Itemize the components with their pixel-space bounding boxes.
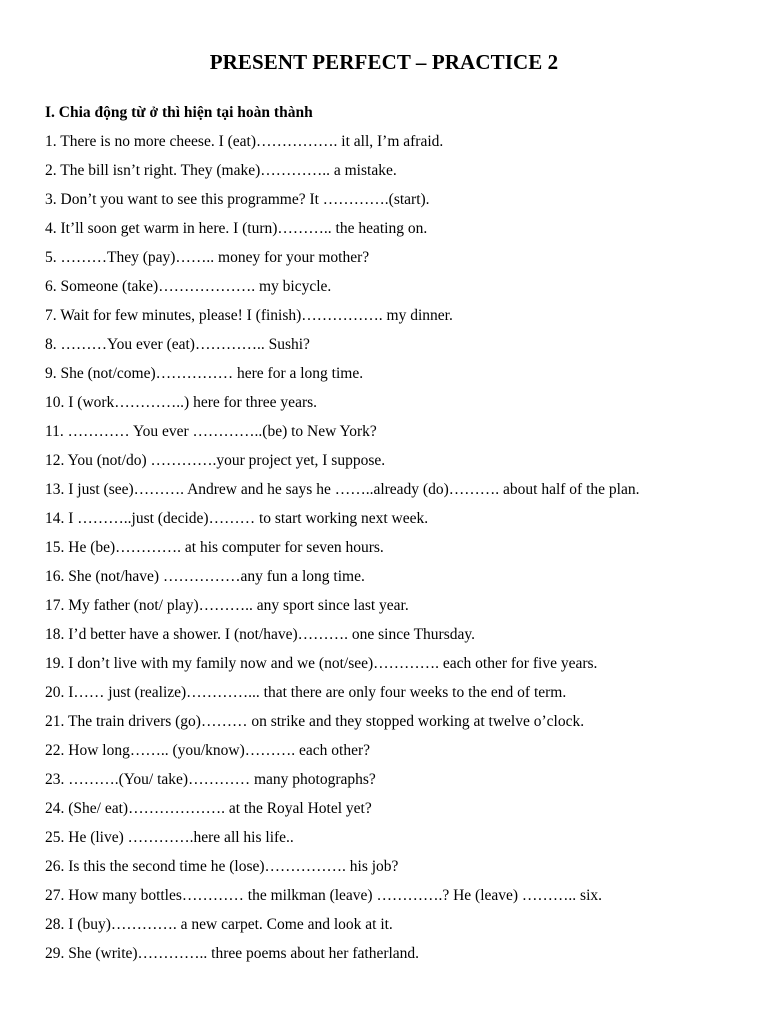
- exercise-item: 8. ………You ever (eat)………….. Sushi?: [45, 336, 310, 353]
- exercise-item: 27. How many bottles………… the milkman (leave) ………….? He (leave) ……….. six.: [45, 887, 603, 904]
- exercise-item: 25. He (live) ………….here all his life..: [45, 829, 294, 846]
- exercise-item: 28. I (buy)…………. a new carpet. Come and look at it.: [45, 916, 393, 933]
- exercise-item: 1. There is no more cheese. I (eat)……………. it all, I’m afraid.: [45, 133, 444, 150]
- exercise-item: 23. ……….(You/ take)………… many photographs?: [45, 771, 376, 788]
- exercise-item: 12. You (not/do) ………….your project yet, I suppose.: [45, 452, 386, 469]
- exercise-item: 9. She (not/come)…………… here for a long time.: [45, 365, 364, 382]
- exercise-item: 4. It’ll soon get warm in here. I (turn)……….. the heating on.: [45, 220, 428, 237]
- exercise-item: 17. My father (not/ play)……….. any sport since last year.: [45, 597, 409, 614]
- exercise-item: 15. He (be)…………. at his computer for seven hours.: [45, 539, 384, 556]
- section-heading: I. Chia động từ ở thì hiện tại hoàn thành: [45, 104, 313, 121]
- exercise-item: 6. Someone (take)………………. my bicycle.: [45, 278, 332, 295]
- exercise-item: 21. The train drivers (go)……… on strike and they stopped working at twelve o’clock.: [45, 713, 585, 730]
- exercise-item: 16. She (not/have) ……………any fun a long time.: [45, 568, 365, 585]
- exercise-item: 14. I ………..just (decide)……… to start working next week.: [45, 510, 429, 527]
- exercise-item: 7. Wait for few minutes, please! I (finish)……………. my dinner.: [45, 307, 453, 324]
- exercise-item: 2. The bill isn’t right. They (make)………….. a mistake.: [45, 162, 397, 179]
- exercise-item: 22. How long…….. (you/know)………. each other?: [45, 742, 371, 759]
- exercise-list: [45, 127, 723, 968]
- exercise-item: 18. I’d better have a shower. I (not/have)………. one since Thursday.: [45, 626, 475, 643]
- exercise-item: 24. (She/ eat)………………. at the Royal Hotel yet?: [45, 800, 372, 817]
- document-title: PRESENT PERFECT – PRACTICE 2: [209, 50, 559, 74]
- exercise-item: 13. I just (see)………. Andrew and he says he ……..already (do)………. about half of the plan.: [45, 481, 640, 498]
- exercise-item: 29. She (write)………….. three poems about her fatherland.: [45, 945, 420, 962]
- exercise-item: 26. Is this the second time he (lose)……………. his job?: [45, 858, 399, 875]
- exercise-item: 3. Don’t you want to see this programme? It ………….(start).: [45, 191, 430, 208]
- exercise-item: 11. ………… You ever …………..(be) to New York?: [45, 423, 377, 440]
- exercise-item: 10. I (work…………..) here for three years.: [45, 394, 318, 411]
- exercise-item: 20. I…… just (realize)…………... that there are only four weeks to the end of term.: [45, 684, 567, 701]
- exercise-item: 19. I don’t live with my family now and we (not/see)…………. each other for five years.: [45, 655, 598, 672]
- exercise-item: 5. ………They (pay)…….. money for your mother?: [45, 249, 370, 266]
